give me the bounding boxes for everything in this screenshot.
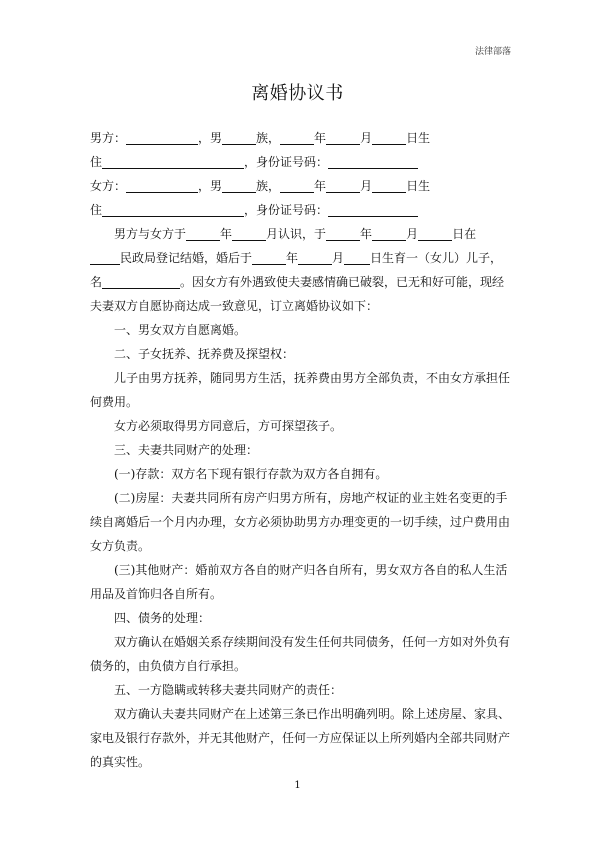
child-birth-year-blank[interactable] bbox=[252, 250, 286, 265]
female-residence-blank[interactable] bbox=[102, 202, 244, 217]
male-birth-year-blank[interactable] bbox=[280, 130, 314, 145]
concealment-text-line-1: 双方确认夫妻共同财产在上述第三条已作出明确列明。除上述房屋、家具、 bbox=[114, 707, 511, 721]
section-1-heading: 一、男女双方自愿离婚。 bbox=[114, 323, 247, 337]
deposit-text: (一)存款：双方名下现有银行存款为双方各自拥有。 bbox=[114, 467, 388, 481]
male-name-blank[interactable] bbox=[126, 130, 198, 145]
female-name-blank[interactable] bbox=[126, 178, 198, 193]
child-birth-month-blank[interactable] bbox=[298, 250, 332, 265]
male-party-line: 男方： ，男 族， 年 月 日生 bbox=[90, 131, 431, 145]
marriage-line-4: 夫妻双方自愿协商达成一致意见，订立离婚协议如下： bbox=[90, 299, 379, 313]
male-ethnic-blank[interactable] bbox=[222, 130, 256, 145]
other-property-line-2: 用品及首饰归各自所有。 bbox=[90, 587, 223, 601]
section-4-heading: 四、债务的处理： bbox=[114, 611, 211, 625]
header-label: 法律部落 bbox=[474, 47, 511, 57]
other-property-line-1: (三)其他财产：婚前双方各自的财产归各自所有，男女双方各自的私人生活 bbox=[114, 563, 508, 577]
female-birth-day-blank[interactable] bbox=[372, 178, 406, 193]
meet-month-blank[interactable] bbox=[232, 226, 266, 241]
section-3-heading: 三、夫妻共同财产的处理： bbox=[114, 443, 259, 457]
female-party-line: 女方： ，男 族， 年 月 日生 bbox=[90, 179, 431, 193]
document-body bbox=[90, 126, 511, 774]
custody-text-line-2: 何费用。 bbox=[90, 395, 139, 409]
section-2-heading: 二、子女抚养、抚养费及探望权： bbox=[114, 347, 295, 361]
bureau-blank[interactable] bbox=[90, 250, 120, 265]
debt-text-line-1: 双方确认在婚姻关系存续期间没有发生任何共同债务，任何一方如对外负有 bbox=[114, 635, 511, 649]
debt-text-line-2: 债务的，由负债方自行承担。 bbox=[90, 659, 247, 673]
male-birth-day-blank[interactable] bbox=[372, 130, 406, 145]
female-birth-year-blank[interactable] bbox=[280, 178, 314, 193]
register-day-blank[interactable] bbox=[418, 226, 452, 241]
meet-year-blank[interactable] bbox=[186, 226, 220, 241]
page-number: 1 bbox=[294, 780, 301, 791]
section-5-heading: 五、一方隐瞒或转移夫妻共同财产的责任： bbox=[114, 683, 343, 697]
child-name-blank[interactable] bbox=[102, 274, 180, 289]
custody-text-line-1: 儿子由男方抚养，随同男方生活，抚养费由男方全部负责，不由女方承担任 bbox=[114, 371, 511, 385]
male-residence-blank[interactable] bbox=[102, 154, 244, 169]
male-residence-line: 住 ，身份证号码： bbox=[90, 150, 505, 174]
female-residence-line: 住 ，身份证号码： bbox=[90, 198, 505, 222]
child-birth-day-blank[interactable] bbox=[344, 250, 370, 265]
document-title: 离婚协议书 bbox=[251, 83, 344, 104]
female-birth-month-blank[interactable] bbox=[326, 178, 360, 193]
male-id-blank[interactable] bbox=[328, 154, 418, 169]
marriage-line-2: 民政局登记结婚，婚后于 年 月 日生育一（女儿）儿子， bbox=[90, 246, 505, 270]
concealment-text-line-2: 家电及银行存款外，并无其他财产，任何一方应保证以上所列婚内全部共同财产 bbox=[90, 731, 511, 745]
house-text-line-2: 续自离婚后一个月内办理，女方必须协助男方办理变更的一切手续，过户费用由 bbox=[90, 515, 511, 529]
marriage-line-1: 男方与女方于 年 月认识，于 年 月 日在 bbox=[114, 227, 477, 241]
female-ethnic-blank[interactable] bbox=[222, 178, 256, 193]
female-id-blank[interactable] bbox=[328, 202, 418, 217]
concealment-text-line-3: 的真实性。 bbox=[90, 755, 151, 769]
visitation-text: 女方必须取得男方同意后，方可探望孩子。 bbox=[114, 419, 343, 433]
male-birth-month-blank[interactable] bbox=[326, 130, 360, 145]
house-text-line-1: (二)房屋：夫妻共同所有房产归男方所有，房地产权证的业主姓名变更的手 bbox=[114, 491, 508, 505]
register-year-blank[interactable] bbox=[326, 226, 360, 241]
marriage-line-3: 名 。因女方有外遇致使夫妻感情确已破裂，已无和好可能，现经 bbox=[90, 275, 505, 289]
register-month-blank[interactable] bbox=[372, 226, 406, 241]
house-text-line-3: 女方负责。 bbox=[90, 539, 151, 553]
